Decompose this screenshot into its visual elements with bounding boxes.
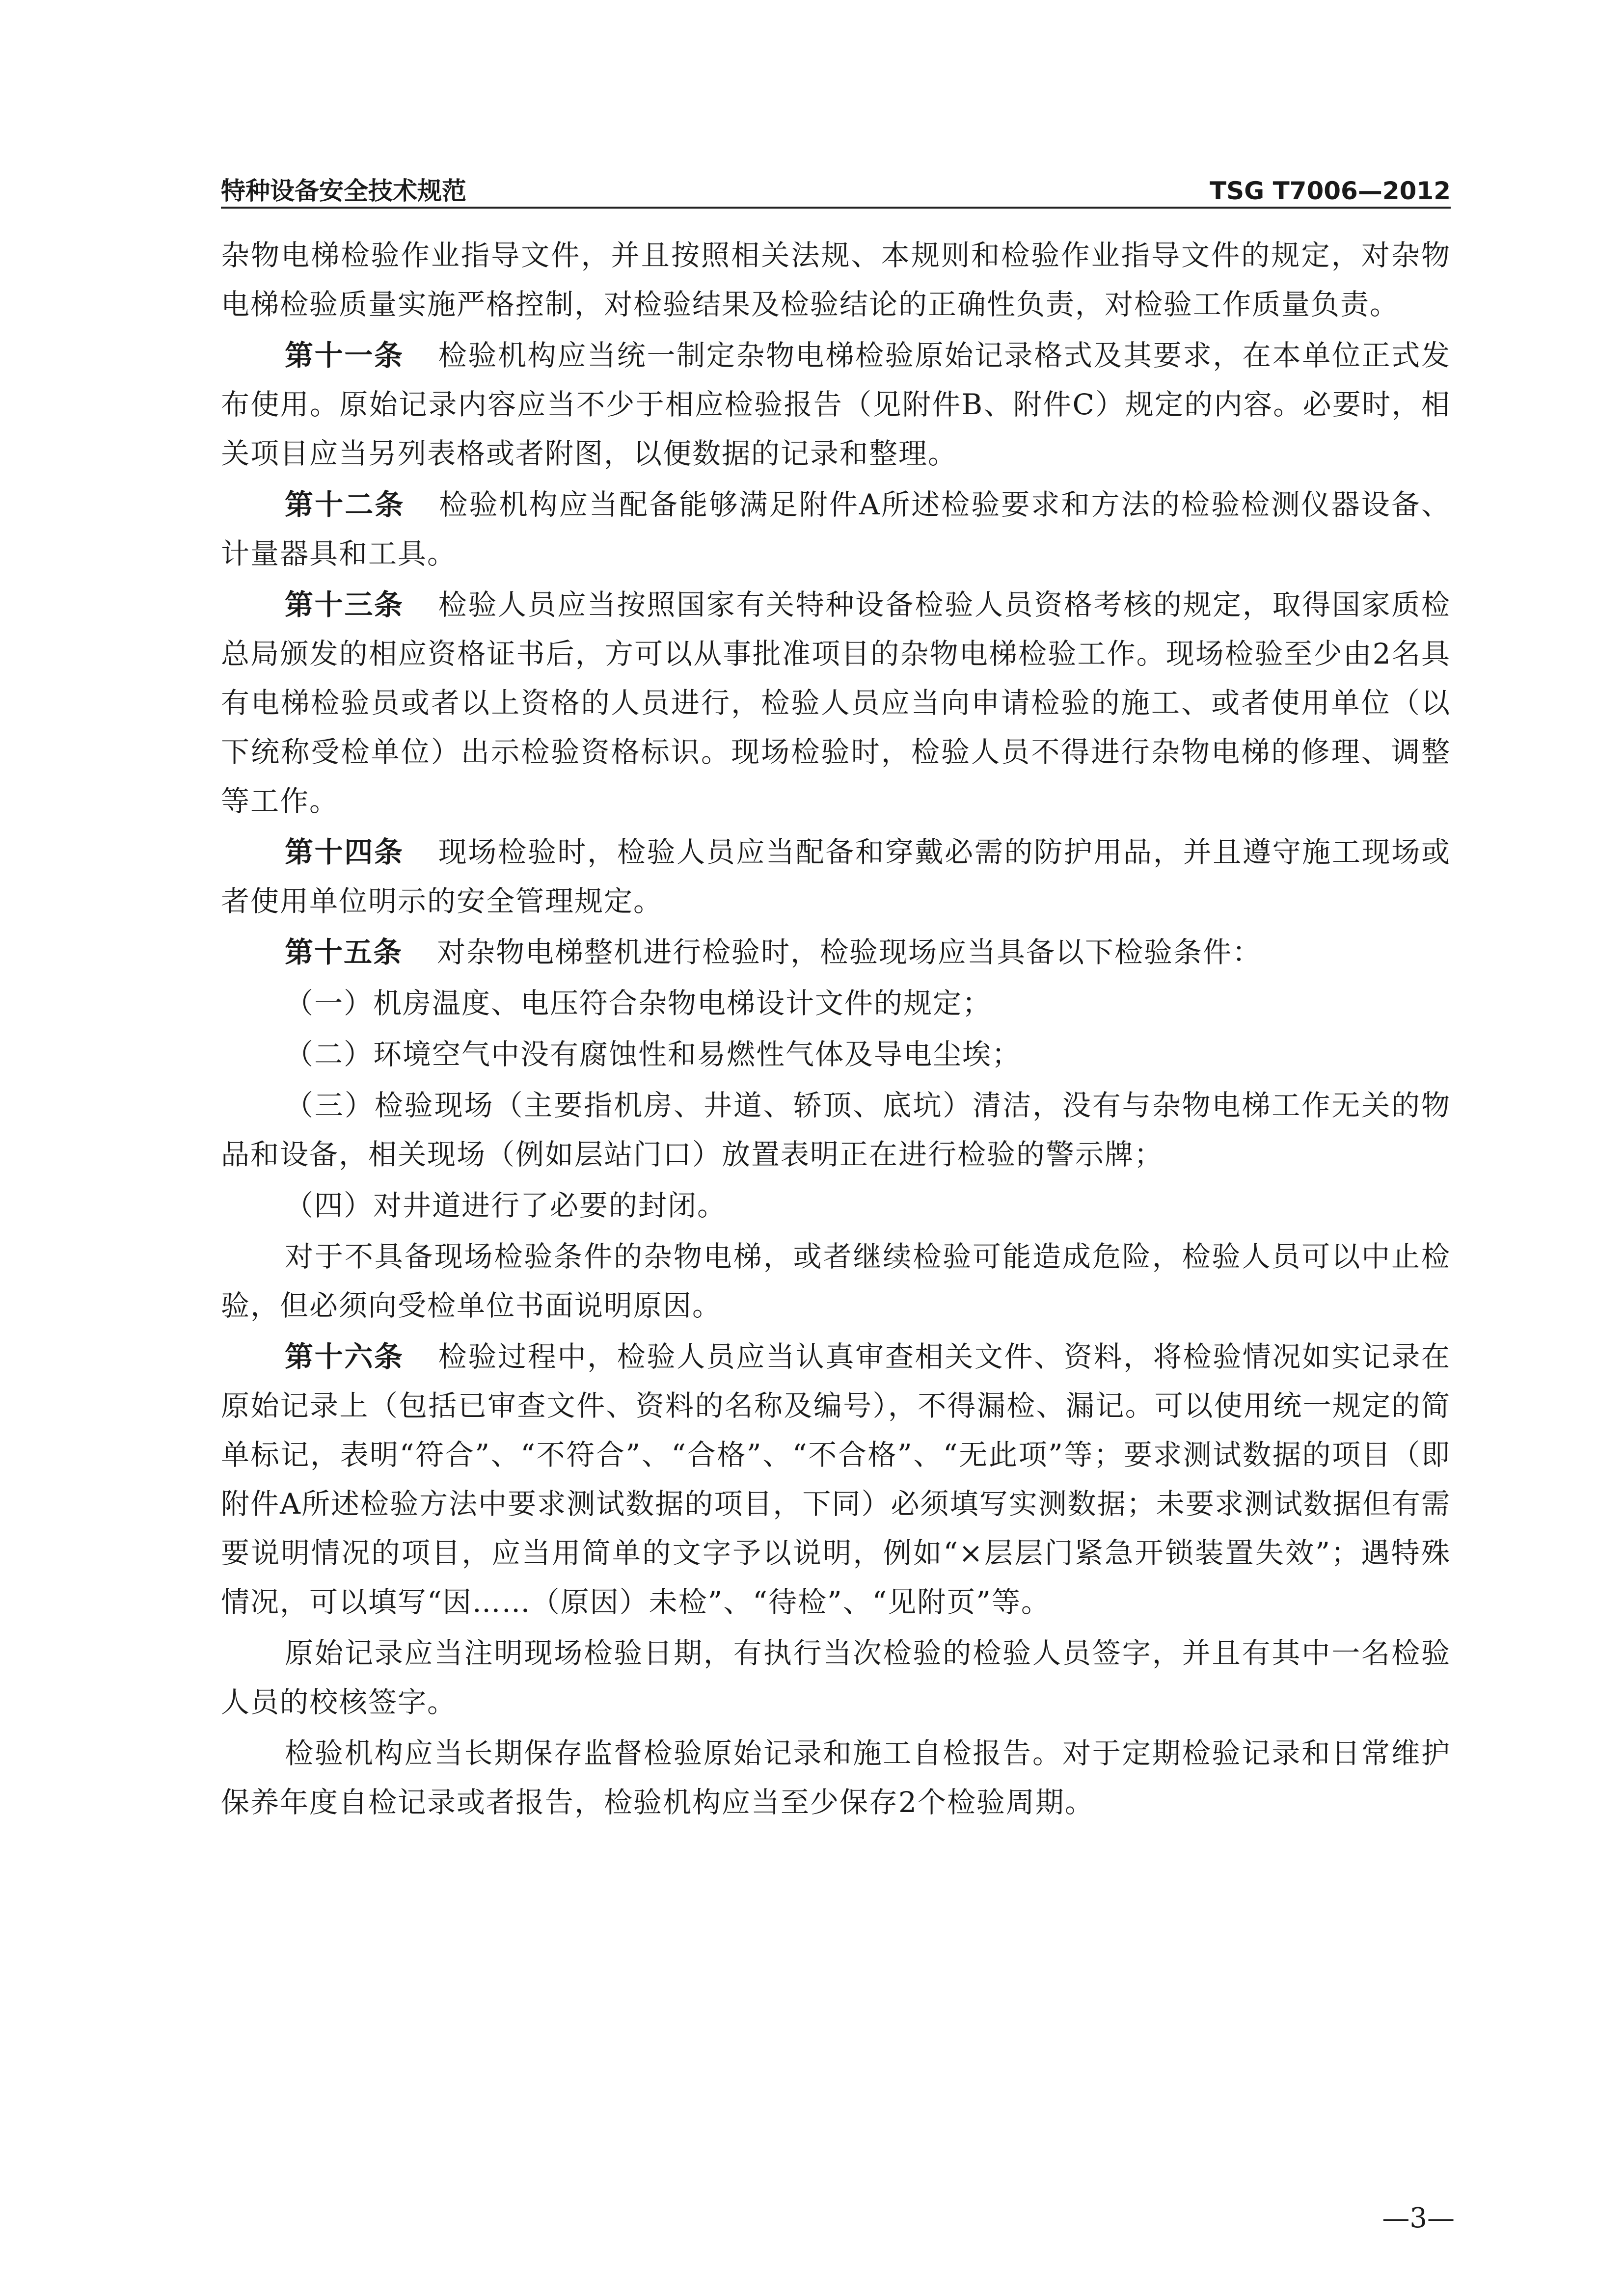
paragraph-text: 检验人员应当按照国家有关特种设备检验人员资格考核的规定，取得国家质检总局颁发的相应资格证书后，方可以从事批准项目的杂物电梯检验工作。现场检验至少由2名具有电梯检验员或者以上资格的人员进行，检验人员应当向申请检验的施工、或者使用单位（以下统称受检单位）出示检验资格标识。现场检验时，检验人员不得进行杂物电梯的修理、调整等工作。 — [221, 588, 1451, 818]
header-series-title: 特种设备安全技术规范 — [221, 177, 466, 205]
paragraph — [221, 1232, 1451, 1330]
paragraph-text: （三）检验现场（主要指机房、井道、轿顶、底坑）清洁，没有与杂物电梯工作无关的物品和设备，相关现场（例如层站门口）放置表明正在进行检验的警示牌； — [221, 1089, 1451, 1171]
paragraph-text: 原始记录应当注明现场检验日期，有执行当次检验的检验人员签字，并且有其中一名检验人员的校核签字。 — [221, 1636, 1451, 1719]
article-number: 第十一条 — [285, 339, 404, 372]
paragraph-text: 对于不具备现场检验条件的杂物电梯，或者继续检验可能造成危险，检验人员可以中止检验，但必须向受检单位书面说明原因。 — [221, 1240, 1451, 1322]
paragraph-text: （四）对井道进行了必要的封闭。 — [285, 1189, 727, 1222]
paragraph — [221, 231, 1451, 329]
article-paragraph — [221, 928, 1451, 977]
list-item — [221, 979, 1451, 1028]
paragraph-text: 检验机构应当长期保存监督检验原始记录和施工自检报告。对于定期检验记录和日常维护保养年度自检记录或者报告，检验机构应当至少保存2个检验周期。 — [221, 1736, 1451, 1819]
paragraph-text: （二）环境空气中没有腐蚀性和易燃性气体及导电尘埃； — [285, 1038, 1022, 1071]
article-paragraph — [221, 331, 1451, 478]
article-paragraph — [221, 580, 1451, 826]
article-number: 第十二条 — [285, 488, 405, 521]
list-item — [221, 1081, 1451, 1179]
running-header — [221, 167, 1451, 209]
article-paragraph — [221, 1332, 1451, 1627]
article-number: 第十五条 — [285, 935, 403, 969]
header-rule — [221, 207, 1451, 209]
article-number: 第十三条 — [285, 588, 404, 621]
header-standard-number: TSG T7006—2012 — [1210, 177, 1451, 205]
paragraph-text: 现场检验时，检验人员应当配备和穿戴必需的防护用品，并且遵守施工现场或者使用单位明示的安全管理规定。 — [221, 835, 1451, 918]
paragraph-text: 杂物电梯检验作业指导文件，并且按照相关法规、本规则和检验作业指导文件的规定，对杂物电梯检验质量实施严格控制，对检验结果及检验结论的正确性负责，对检验工作质量负责。 — [221, 239, 1451, 321]
paragraph-text: 对杂物电梯整机进行检验时，检验现场应当具备以下检验条件： — [437, 935, 1262, 969]
paragraph — [221, 1629, 1451, 1727]
list-item — [221, 1181, 1451, 1230]
article-paragraph — [221, 480, 1451, 578]
page-number: —3— — [1382, 2202, 1455, 2234]
paragraph-text: （一）机房温度、电压符合杂物电梯设计文件的规定； — [285, 987, 992, 1020]
paragraph-text: 检验机构应当统一制定杂物电梯检验原始记录格式及其要求，在本单位正式发布使用。原始记录内容应当不少于相应检验报告（见附件B、附件C）规定的内容。必要时，相关项目应当另列表格或者附图，以便数据的记录和整理。 — [221, 339, 1451, 470]
list-item — [221, 1030, 1451, 1079]
body-text — [221, 231, 1451, 1829]
paragraph — [221, 1729, 1451, 1827]
article-paragraph — [221, 828, 1451, 926]
paragraph-text: 检验过程中，检验人员应当认真审查相关文件、资料，将检验情况如实记录在原始记录上（包括已审查文件、资料的名称及编号），不得漏检、漏记。可以使用统一规定的简单标记，表明“符合”、“不符合”、“合格”、“不合格”、“无此项”等；要求测试数据的项目（即附件A所述检验方法中要求测试数据的项目，下同）必须填写实测数据；未要求测试数据但有需要说明情况的项目，应当用简单的文字予以说明，例如“×层层门紧急开锁装置失效”；遇特殊情况，可以填写“因……（原因）未检”、“待检”、“见附页”等。 — [221, 1340, 1451, 1619]
paragraph-text: 检验机构应当配备能够满足附件A所述检验要求和方法的检验检测仪器设备、计量器具和工具。 — [221, 488, 1451, 570]
article-number: 第十四条 — [285, 835, 404, 869]
article-number: 第十六条 — [285, 1340, 404, 1373]
